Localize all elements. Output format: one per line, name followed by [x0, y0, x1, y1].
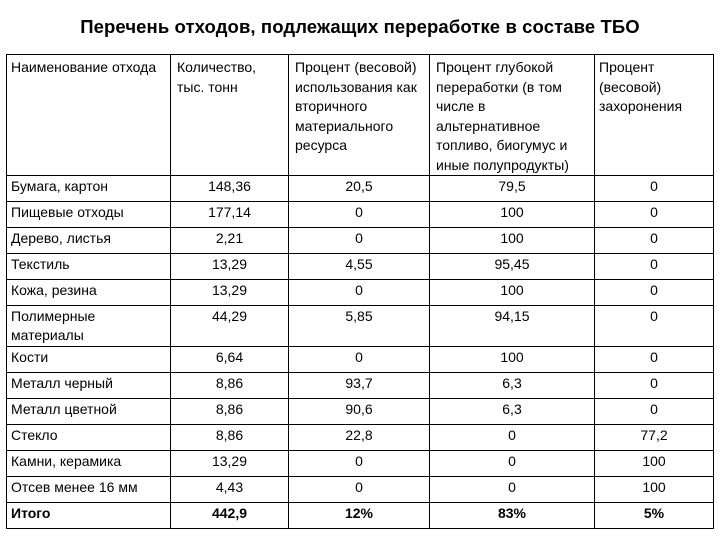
header-secondary-use-percent: Процент (весовой) использования как вторичного материального ресурса	[289, 55, 430, 176]
cell-landfill: 0	[595, 399, 714, 425]
table-row	[7, 347, 714, 373]
cell-deep-processing: 6,3	[430, 399, 595, 425]
cell-landfill: 0	[595, 228, 714, 254]
cell-quantity: 8,86	[171, 373, 289, 399]
cell-secondary-use: 0	[289, 228, 430, 254]
cell-landfill: 0	[595, 254, 714, 280]
cell-deep-processing: 79,5	[430, 176, 595, 202]
cell-secondary-use: 0	[289, 202, 430, 228]
table-row	[7, 373, 714, 399]
cell-landfill: 0	[595, 347, 714, 373]
table-row	[7, 280, 714, 306]
cell-waste-name: Камни, керамика	[7, 451, 171, 477]
table-header-row	[7, 55, 714, 176]
cell-secondary-use: 20,5	[289, 176, 430, 202]
table-row	[7, 254, 714, 280]
cell-deep-processing: 95,45	[430, 254, 595, 280]
cell-landfill: 77,2	[595, 425, 714, 451]
cell-waste-name: Дерево, листья	[7, 228, 171, 254]
cell-secondary-use: 93,7	[289, 373, 430, 399]
header-quantity: Количество, тыс. тонн	[171, 55, 289, 176]
cell-secondary-use: 4,55	[289, 254, 430, 280]
cell-waste-name: Текстиль	[7, 254, 171, 280]
cell-deep-processing: 100	[430, 202, 595, 228]
table-row	[7, 202, 714, 228]
cell-deep-processing: 100	[430, 228, 595, 254]
cell-waste-name: Металл цветной	[7, 399, 171, 425]
cell-total-quantity: 442,9	[171, 503, 289, 529]
cell-secondary-use: 0	[289, 477, 430, 503]
table-row	[7, 425, 714, 451]
table-row	[7, 228, 714, 254]
cell-total-label: Итого	[7, 503, 171, 529]
cell-quantity: 13,29	[171, 280, 289, 306]
cell-quantity: 177,14	[171, 202, 289, 228]
cell-waste-name: Отсев менее 16 мм	[7, 477, 171, 503]
cell-quantity: 13,29	[171, 451, 289, 477]
cell-deep-processing: 0	[430, 477, 595, 503]
cell-deep-processing: 0	[430, 425, 595, 451]
cell-landfill: 0	[595, 306, 714, 347]
cell-quantity: 148,36	[171, 176, 289, 202]
cell-quantity: 4,43	[171, 477, 289, 503]
cell-secondary-use: 90,6	[289, 399, 430, 425]
cell-quantity: 8,86	[171, 399, 289, 425]
cell-total-landfill: 5%	[595, 503, 714, 529]
cell-quantity: 8,86	[171, 425, 289, 451]
cell-quantity: 6,64	[171, 347, 289, 373]
header-deep-processing-percent: Процент глубокой переработки (в том числе в альтернативное топливо, биогумус и иные полупродукты)	[430, 55, 595, 176]
cell-landfill: 0	[595, 202, 714, 228]
cell-waste-name: Кости	[7, 347, 171, 373]
cell-secondary-use: 22,8	[289, 425, 430, 451]
cell-quantity: 13,29	[171, 254, 289, 280]
cell-secondary-use: 0	[289, 347, 430, 373]
total-row	[7, 503, 714, 529]
cell-quantity: 44,29	[171, 306, 289, 347]
cell-secondary-use: 5,85	[289, 306, 430, 347]
cell-secondary-use: 0	[289, 451, 430, 477]
cell-waste-name: Пищевые отходы	[7, 202, 171, 228]
table-row	[7, 176, 714, 202]
cell-landfill: 100	[595, 451, 714, 477]
waste-table	[6, 54, 714, 529]
cell-secondary-use: 0	[289, 280, 430, 306]
table-row	[7, 399, 714, 425]
cell-deep-processing: 6,3	[430, 373, 595, 399]
cell-waste-name: Кожа, резина	[7, 280, 171, 306]
cell-total-deep-processing: 83%	[430, 503, 595, 529]
cell-waste-name: Полимерные материалы	[7, 306, 171, 347]
table-row	[7, 306, 714, 347]
cell-total-secondary-use: 12%	[289, 503, 430, 529]
header-landfill-percent: Процент (весовой) захоронения	[595, 55, 714, 176]
cell-deep-processing: 100	[430, 280, 595, 306]
cell-landfill: 0	[595, 373, 714, 399]
cell-deep-processing: 0	[430, 451, 595, 477]
cell-quantity: 2,21	[171, 228, 289, 254]
cell-landfill: 100	[595, 477, 714, 503]
cell-waste-name: Металл черный	[7, 373, 171, 399]
page-title: Перечень отходов, подлежащих переработке в составе ТБО	[80, 16, 640, 37]
cell-deep-processing: 100	[430, 347, 595, 373]
table-row	[7, 477, 714, 503]
cell-deep-processing: 94,15	[430, 306, 595, 347]
table-row	[7, 451, 714, 477]
cell-waste-name: Бумага, картон	[7, 176, 171, 202]
cell-waste-name: Стекло	[7, 425, 171, 451]
cell-landfill: 0	[595, 280, 714, 306]
header-waste-name: Наименование отхода	[7, 55, 171, 176]
cell-landfill: 0	[595, 176, 714, 202]
